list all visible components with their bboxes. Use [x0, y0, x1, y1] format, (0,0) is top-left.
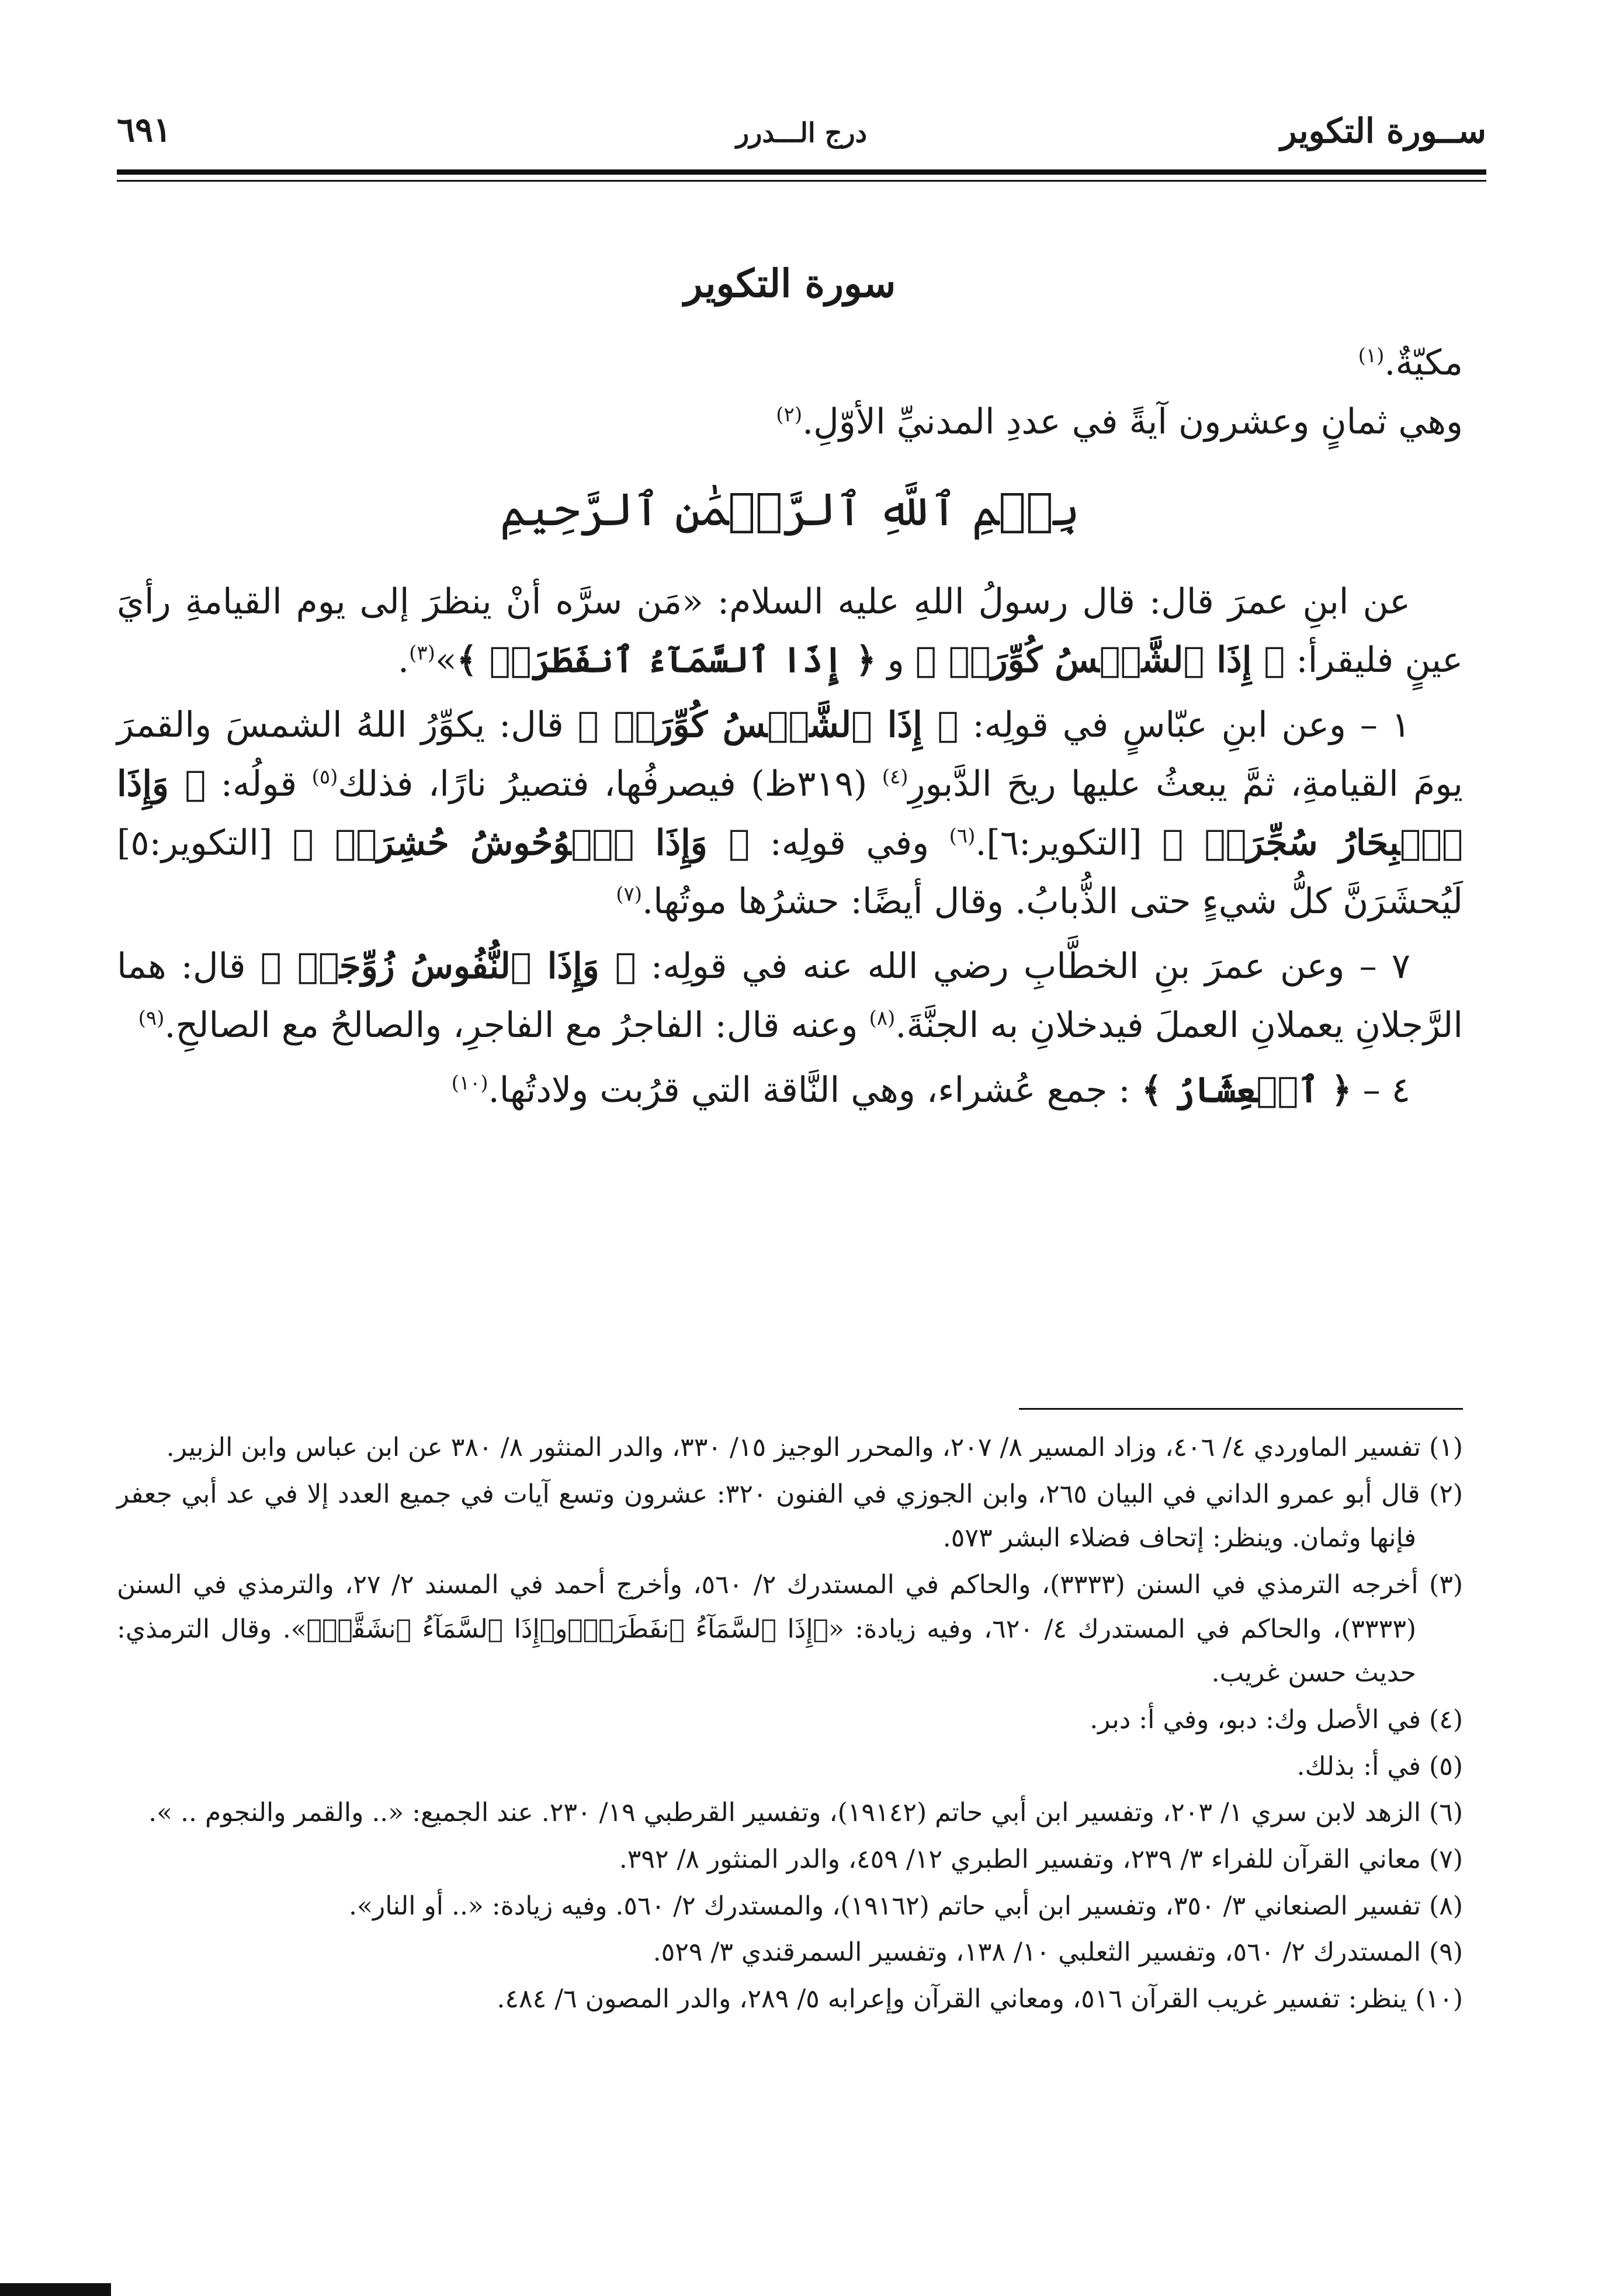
text-run: قال: هما الرَّجلانِ يعملانِ العملَ فيدخلانِ به الجنَّةَ.	[117, 946, 1463, 1046]
footnote: (٥) في أ: بذلك.	[1296, 1751, 1463, 1781]
footnote-ref-6: (٦)	[949, 824, 976, 848]
page-title: سورة التكوير	[684, 261, 896, 306]
quran-verse: ﴿ إِذَا ٱلشَّمۡسُ كُوِّرَتۡ ﴾	[915, 640, 1285, 681]
paragraph-hadith	[117, 573, 1463, 691]
footnote-ref-1: (١)	[1358, 344, 1385, 367]
verse-count-text: وهي ثمانٍ وعشرون آيةً في عددِ المدنيِّ الأوّلِ.	[802, 401, 1463, 442]
footnote-separator	[1019, 1408, 1463, 1410]
page-number: ٦٩١	[117, 110, 172, 150]
footnote: (٨) تفسير الصنعاني ٣/ ٣٥٠، وتفسير ابن أبي حاتم (١٩١٦٢)، والمستدرك ٢/ ٥٦٠. وفيه زيادة: «.. أو النار».	[349, 1891, 1463, 1921]
text-run: وعنه قال: الفاجرُ مع الفاجرِ، والصالحُ مع الصالحِ.	[164, 1005, 869, 1046]
text-run: ١ – وعن ابنِ عبّاسٍ في قولِه:	[958, 705, 1410, 746]
text-run: قولُه:	[206, 763, 312, 804]
footnote-ref-8: (٨)	[869, 1007, 896, 1031]
footnotes	[117, 1426, 1463, 2024]
footnote: (٧) معاني القرآن للفراء ٣/ ٢٣٩، وتفسير الطبري ١٢/ ٤٥٩، والدر المنثور ٨/ ٣٩٢.	[619, 1844, 1463, 1875]
text-run: قال: يكوِّرُ اللهُ الشمسَ والقمرَ يومَ القيامةِ، ثمَّ يبعثُ عليها ريحَ الدَّبورِ	[117, 705, 1463, 804]
text-run: (٣١٩ظ) فيصرفُها، فتصيرُ نارًا، فذلك	[338, 763, 882, 804]
quran-verse: ﴿ وَإِذَا ٱلۡوُحُوشُ حُشِرَتۡ ﴾	[292, 822, 750, 863]
paragraph-verse-7	[117, 937, 1463, 1055]
footnote-ref-10: (١٠)	[451, 1071, 488, 1095]
header-rule-thin	[117, 180, 1486, 182]
footnote-ref-3: (٣)	[409, 641, 435, 665]
footnote-ref-7: (٧)	[616, 883, 642, 907]
footnote-ref-9: (٩)	[138, 1007, 165, 1031]
footnote-ref-4: (٤)	[882, 765, 908, 789]
header-rule-thick	[117, 169, 1486, 175]
text-run: وفي قولِه:	[750, 822, 949, 863]
verse-count-line	[117, 393, 1463, 452]
footnote: (٦) الزهد لابن سري ١/ ٢٠٣، وتفسير ابن أبي حاتم (١٩١٤٢)، وتفسير القرطبي ١٩/ ٢٣٠. عند الجميع: «.. والقمر والنجوم .. ».	[148, 1798, 1463, 1828]
text-run: [التكوير:٦].	[975, 822, 1163, 863]
paragraph-verse-4	[117, 1061, 1463, 1120]
quran-verse: ﴿ ٱلۡعِشَارُ ﴾	[1141, 1069, 1352, 1111]
text-run: .	[397, 640, 410, 681]
footnote: (٣) أخرجه الترمذي في السنن (٣٣٣٣)، والحاكم في المستدرك ٢/ ٥٦٠، وأخرج أحمد في المسند ٢/ ٢٧، والترمذي في السنن (٣٣٣٣)، والحاكم في المستدرك ٤/ ٦٢٠، وفيه زيادة: «﴿إِذَا ٱلسَّمَآءُ ٱنفَطَرَتۡ﴾و﴿إِذَا ٱلسَّمَآءُ ٱنشَقَّتۡ﴾». وقال الترمذي: حديث حسن غريب.	[117, 1570, 1464, 1688]
header-book-title: درج الـــدرر	[736, 117, 868, 148]
scan-edge-mark	[0, 2283, 111, 2296]
footnote: (٤) في الأصل وك: دبو، وفي أ: دبر.	[1090, 1705, 1463, 1735]
text-run: عن ابنِ عمرَ قال: قال رسولُ اللهِ عليه السلام: «مَن سرَّه أنْ ينظرَ إلى يوم القيامةِ رأيَ عينٍ فليقرأ:	[117, 581, 1463, 681]
footnote: (١٠) ينظر: تفسير غريب القرآن ٥١٦، ومعاني القرآن وإعرابه ٥/ ٢٨٩، والدر المصون ٦/ ٤٨٤.	[497, 1984, 1463, 2014]
footnote: (١) تفسير الماوردي ٤/ ٤٠٦، وزاد المسير ٨/ ٢٠٧، والمحرر الوجيز ١٥/ ٣٣٠، والدر المنثور ٨/ ٣٨٠ عن ابن عباس وابن الزبير.	[166, 1433, 1463, 1462]
running-header	[117, 99, 1486, 169]
text-run: [التكوير:٥] لَيُحشَرَنَّ كلُّ شيءٍ حتى الذُّبابُ. وقال أيضًا: حشرُها موتُها.	[117, 822, 1463, 922]
quran-verse: ﴿ إِذَا ٱلسَّمَآءُ ٱنفَطَرَتۡ ﴾	[456, 640, 876, 681]
paragraph-verse-1	[117, 696, 1463, 931]
footnote: (٢) قال أبو عمرو الداني في البيان ٢٦٥، وابن الجوزي في الفنون ٣٢٠: عشرون وتسع آيات في جميع العدد إلا في عد أبي جعفر فإنها وثمان. وينظر: إتحاف فضلاء البشر ٥٧٣.	[117, 1479, 1463, 1553]
text-run: ٤ –	[1351, 1069, 1410, 1111]
meccan-line	[117, 334, 1463, 393]
text-run: ٧ – وعن عمرَ بنِ الخطَّابِ رضي الله عنه في قولِه:	[636, 946, 1410, 987]
main-text	[117, 251, 1463, 1126]
footnote-ref-2: (٢)	[776, 403, 803, 426]
quran-verse: ﴿ وَإِذَا ٱلنُّفُوسُ زُوِّجَتۡ ﴾	[260, 946, 636, 987]
meccan-text: مكيّةٌ.	[1384, 342, 1463, 383]
quran-verse: ﴿ إِذَا ٱلشَّمۡسُ كُوِّرَتۡ ﴾	[577, 705, 959, 746]
basmala: بِسۡمِ ٱللَّهِ ٱلرَّحۡمَٰنِ ٱلرَّحِيمِ	[500, 484, 1080, 537]
footnote-ref-5: (٥)	[311, 765, 338, 789]
header-surah-name: ســورة التكوير	[1280, 111, 1486, 151]
text-run: و	[876, 640, 916, 681]
text-run: : جمع عُشراء، وهي النَّاقة التي قرُبت ولادتُها.	[488, 1069, 1142, 1111]
text-run: »	[435, 640, 457, 681]
footnote: (٩) المستدرك ٢/ ٥٦٠، وتفسير الثعلبي ١٠/ ١٣٨، وتفسير السمرقندي ٣/ ٥٢٩.	[653, 1937, 1463, 1968]
quran-verse: ﴿ وَإِذَا ٱلۡبِحَارُ سُجِّرَتۡ ﴾	[117, 763, 1464, 863]
